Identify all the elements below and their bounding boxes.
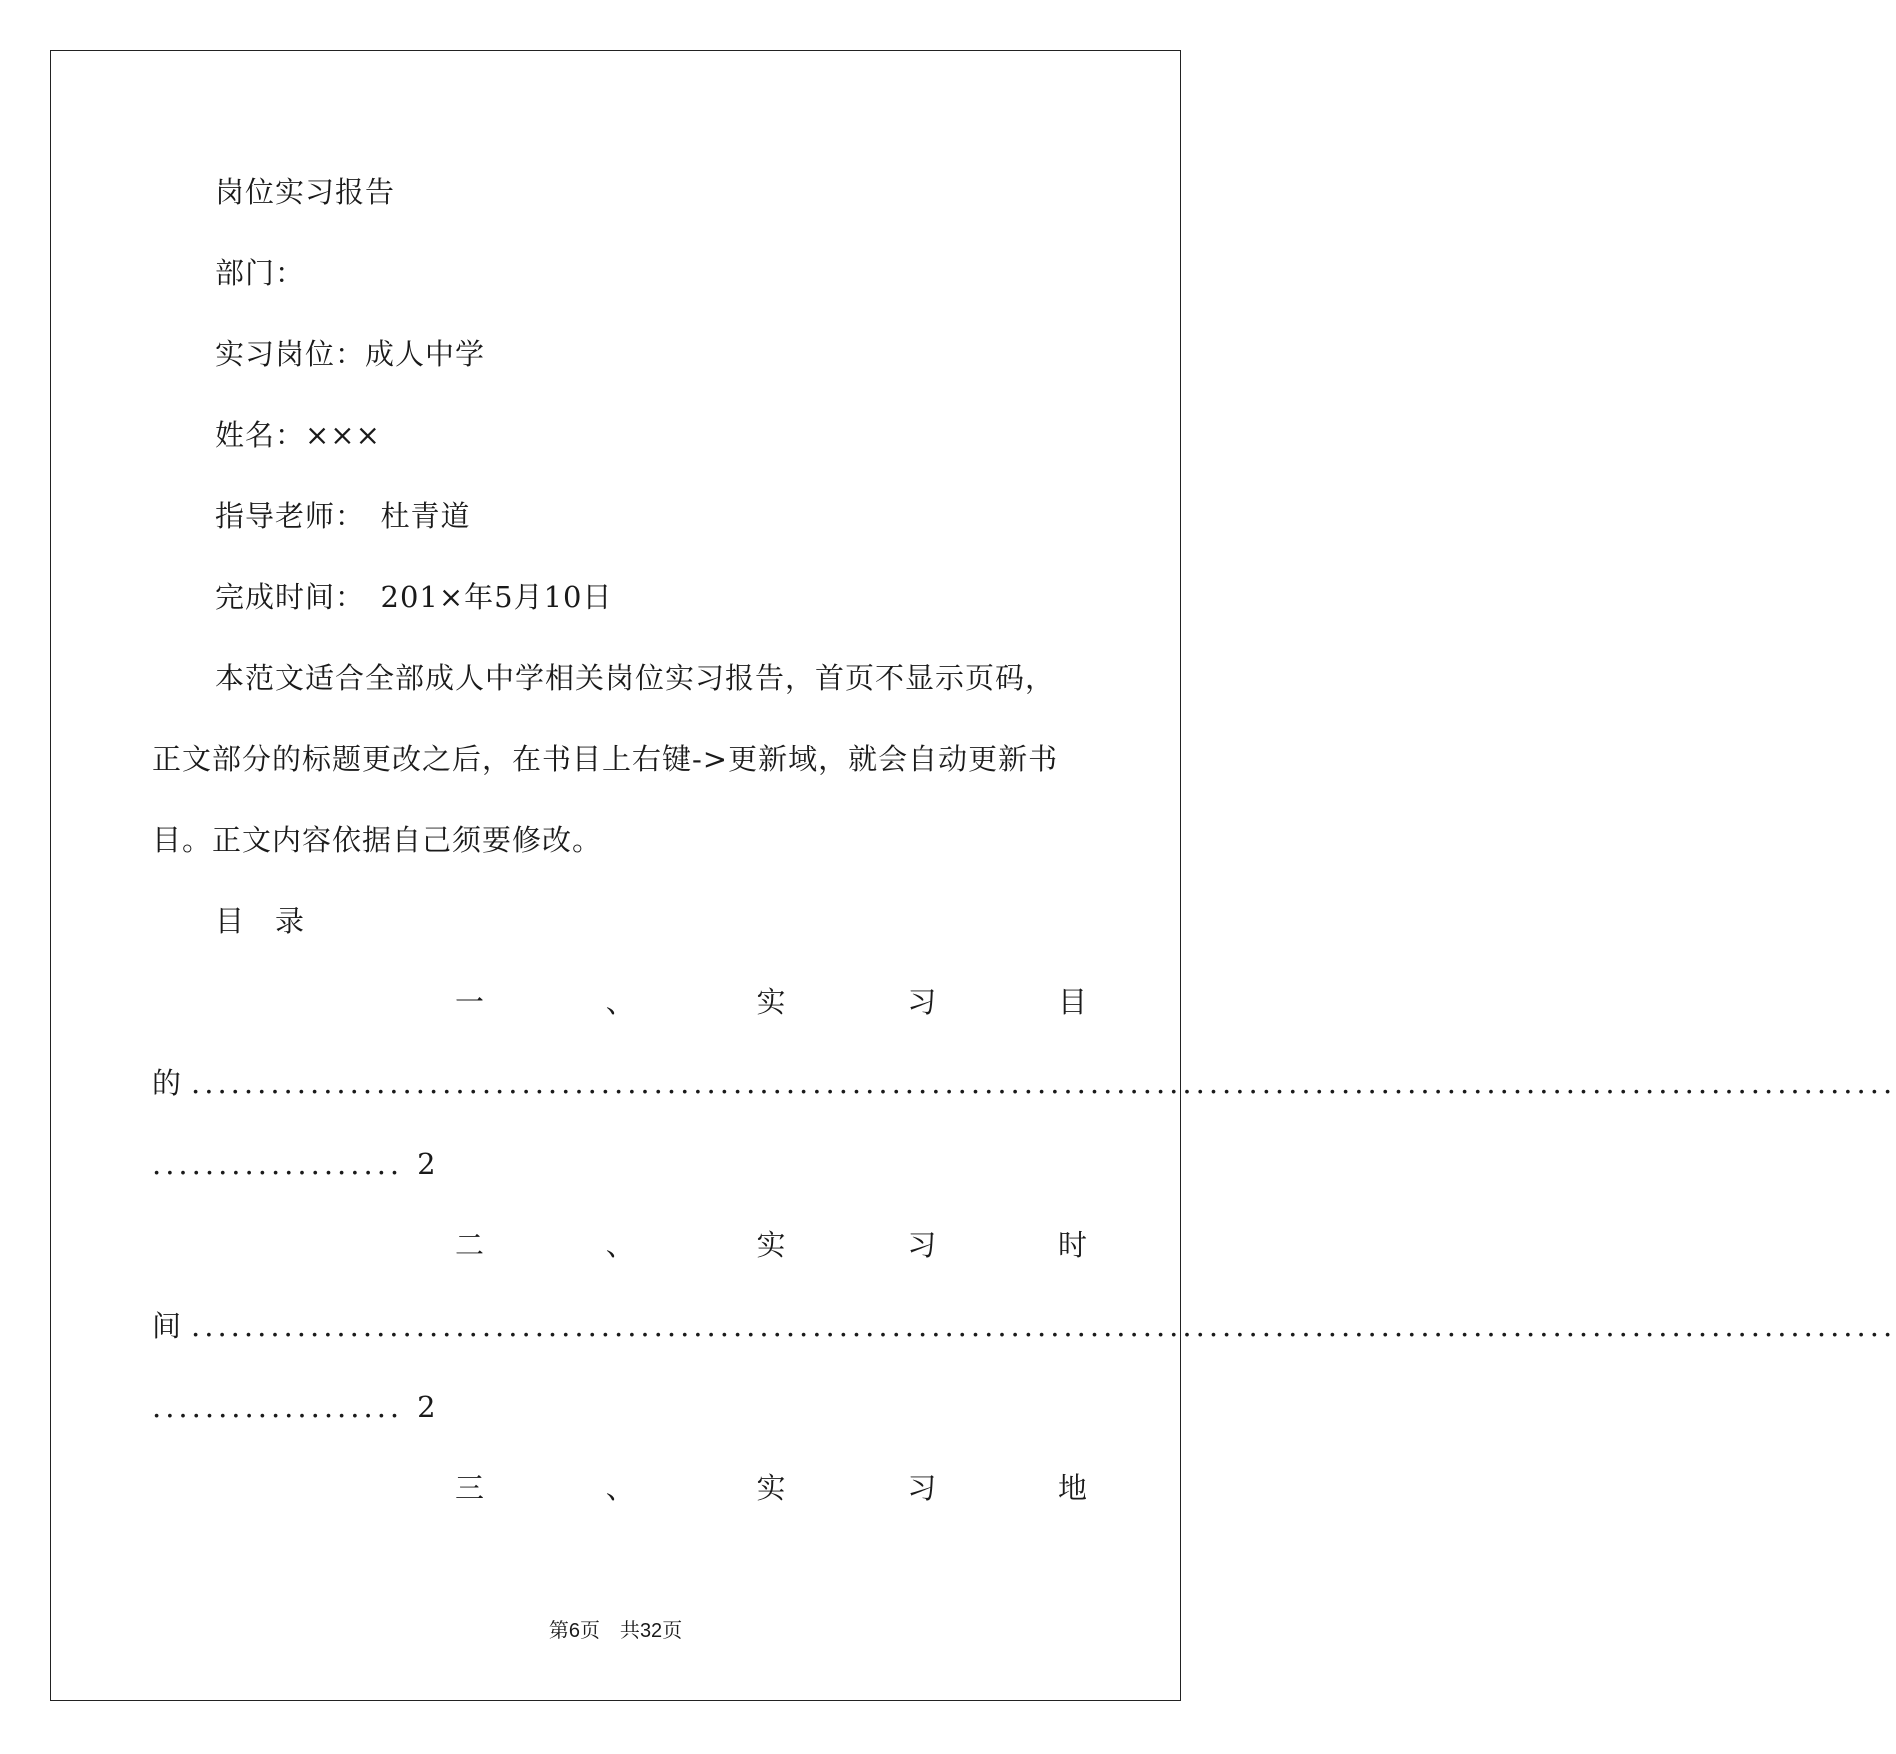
name-field: 姓名：××× (215, 418, 381, 452)
toc-item-2-heading[interactable] (455, 1228, 1087, 1262)
toc-item-2-page-line[interactable] (152, 1390, 437, 1424)
page-footer (0, 1618, 1231, 1643)
toc-char: 实 (756, 1228, 786, 1262)
footer-mid: 页 共 (579, 1618, 640, 1642)
toc-char: 时 (1057, 1228, 1087, 1262)
position-field: 实习岗位：成人中学 (215, 337, 486, 371)
toc-char: 一 (455, 985, 485, 1019)
footer-suffix: 页 (662, 1618, 683, 1642)
toc-char: 、 (605, 1228, 635, 1262)
toc-char: 二 (455, 1228, 485, 1262)
toc-item-2-leader[interactable] (152, 1309, 1896, 1343)
toc-char: 、 (605, 1471, 635, 1505)
toc-item-1-page-line[interactable] (152, 1147, 437, 1181)
toc-char: 三 (455, 1471, 485, 1505)
dot-leader: ................... (152, 1147, 404, 1181)
report-title: 岗位实习报告 (215, 175, 396, 209)
footer-total-pages: 32 (639, 1620, 663, 1642)
toc-char: 、 (605, 985, 635, 1019)
date-field: 完成时间： 201×年5月10日 (215, 580, 613, 614)
toc-char: 习 (907, 985, 937, 1019)
dot-leader: ................................................................................................................................. (191, 1066, 1896, 1100)
toc-char: 习 (907, 1471, 937, 1505)
note-line-2: 正文部分的标题更改之后，在书目上右键->更新域，就会自动更新书 (152, 742, 1059, 776)
note-line-3: 目。正文内容依据自己须要修改。 (152, 823, 603, 857)
toc-char: 目 (1057, 985, 1087, 1019)
toc-item-1-heading[interactable] (455, 985, 1087, 1019)
toc-item-1-page: 2 (417, 1147, 437, 1181)
footer-page-number: 6 (568, 1620, 580, 1642)
toc-char: 地 (1057, 1471, 1087, 1505)
page-border (50, 50, 1181, 1701)
toc-item-2-tail: 间 (152, 1309, 182, 1343)
note-line-1: 本范文适合全部成人中学相关岗位实习报告，首页不显示页码， (215, 661, 1056, 695)
footer-prefix: 第 (548, 1618, 569, 1642)
toc-char: 习 (907, 1228, 937, 1262)
department-field: 部门： (215, 256, 306, 290)
toc-char: 实 (756, 1471, 786, 1505)
toc-item-2-page: 2 (417, 1390, 437, 1424)
toc-char: 实 (756, 985, 786, 1019)
toc-item-1-tail: 的 (152, 1066, 182, 1100)
toc-item-1-leader[interactable] (152, 1066, 1896, 1100)
advisor-field: 指导老师： 杜青道 (215, 499, 471, 533)
toc-item-3-heading[interactable] (455, 1471, 1087, 1505)
dot-leader: ................................................................................................................................. (191, 1309, 1896, 1343)
toc-heading: 目 录 (215, 904, 306, 938)
dot-leader: ................... (152, 1390, 404, 1424)
